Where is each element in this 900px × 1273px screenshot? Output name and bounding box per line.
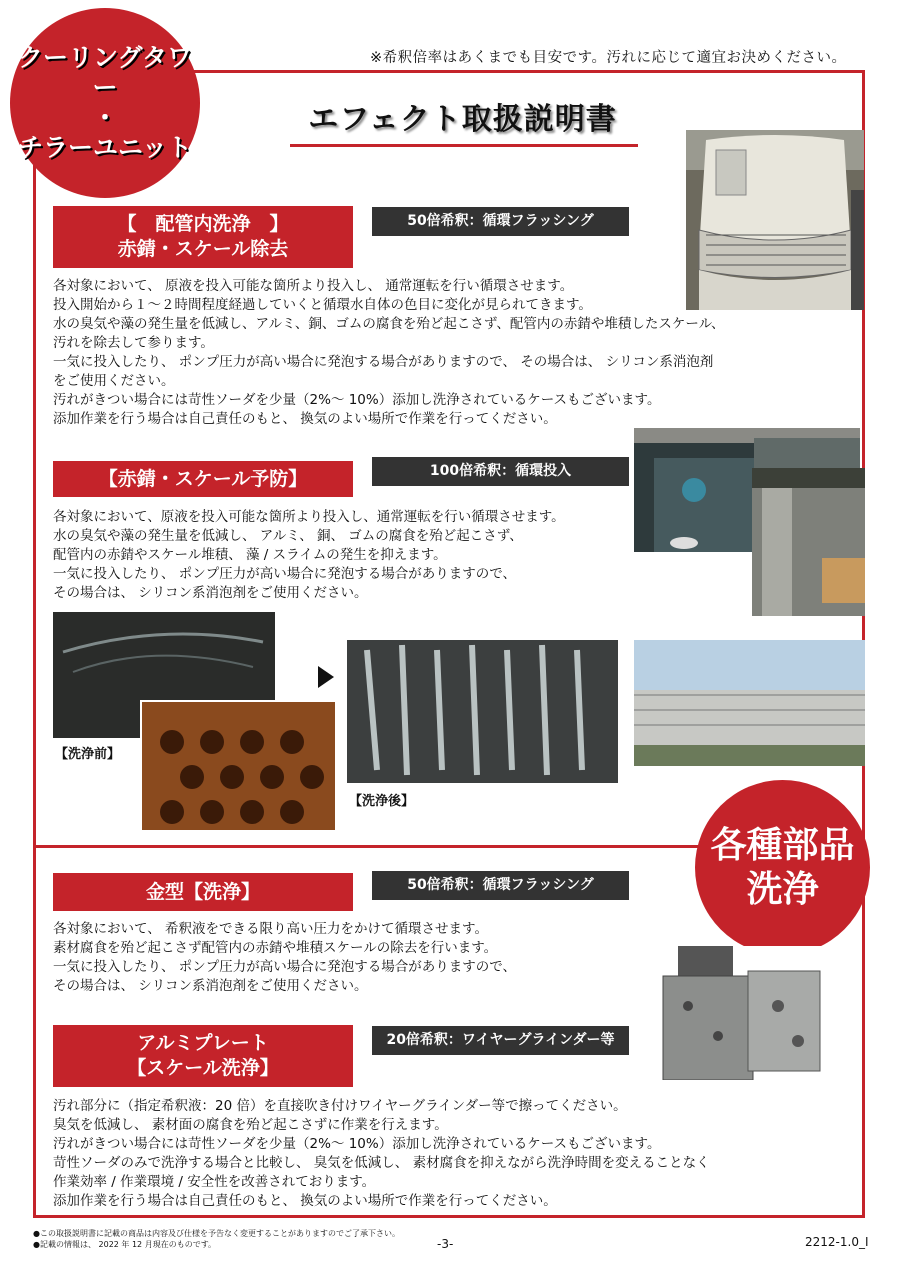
text-line: 汚れ部分に（指定希釈液：20 倍）を直接吹き付けワイヤーグラインダー等で擦ってください。 — [53, 1098, 627, 1114]
title-underline — [290, 144, 638, 147]
text-line: 汚れがきつい場合には苛性ソーダを少量（2%～ 10%）添加し洗浄されているケースもございます。 — [53, 1136, 661, 1152]
pipe-cleaning-subtitle: 赤錆・スケール除去 — [117, 238, 289, 260]
prevention-dilution: 100倍希釈：循環投入 — [372, 457, 629, 486]
pipe-cleaning-heading — [53, 206, 353, 268]
prevention-heading: 【赤錆・スケール予防】 — [53, 461, 353, 497]
parts-cleaning-badge — [695, 780, 870, 955]
text-line: 一気に投入したり、 ポンプ圧力が高い場合に発泡する場合がありますので、 — [53, 959, 517, 975]
mold-photo — [658, 946, 823, 1080]
before-tubes-photo — [140, 700, 337, 832]
aluminum-heading — [53, 1025, 353, 1087]
text-line: 臭気を低減し、 素材面の腐食を殆ど起こさずに作業を行えます。 — [53, 1117, 448, 1133]
text-line: 苛性ソーダのみで洗浄する場合と比較し、 臭気を低減し、 素材腐食を抑えながら洗浄時間を変えることなく — [53, 1155, 710, 1171]
mold-text — [53, 920, 516, 996]
text-line: 添加作業を行う場合は自己責任のもと、 換気のよい場所で作業を行ってください。 — [53, 1193, 557, 1209]
footer-note: ●この取扱説明書に記載の商品は内容及び仕様を予告なく変更することがありますのでご了承下さい。 — [33, 1229, 400, 1238]
pipe-cleaning-dilution: 50倍希釈：循環フラッシング — [372, 207, 629, 236]
parts-badge-line-2: 洗浄 — [746, 868, 819, 910]
page-number: -3- — [437, 1237, 454, 1251]
text-line: 素材腐食を殆ど起こさず配管内の赤錆や堆積スケールの除去を行います。 — [53, 940, 498, 956]
footer-notes — [33, 1228, 400, 1250]
badge-line-1: クーリングタワー — [17, 43, 192, 102]
prevention-text — [53, 508, 565, 603]
text-line: 添加作業を行う場合は自己責任のもと、 換気のよい場所で作業を行ってください。 — [53, 411, 557, 427]
dilution-notice: ※希釈倍率はあくまでも目安です。汚れに応じて適宜お決めください。 — [370, 50, 847, 66]
aluminum-text — [53, 1097, 710, 1211]
pipe-cleaning-title: 【 配管内洗浄 】 — [117, 213, 289, 235]
parts-badge-line-1: 各種部品 — [710, 824, 855, 866]
aluminum-dilution: 20倍希釈：ワイヤーグラインダー等 — [372, 1026, 629, 1055]
text-line: 一気に投入したり、 ポンプ圧力が高い場合に発泡する場合がありますので、 — [53, 566, 517, 582]
before-caption: 【洗浄前】 — [55, 747, 121, 762]
text-line: 一気に投入したり、 ポンプ圧力が高い場合に発泡する場合がありますので、 その場合は、 シリコン系消泡剤 — [53, 354, 714, 370]
storage-box-photo — [752, 468, 865, 616]
text-line: 各対象において、 原液を投入可能な箇所より投入し、 通常運転を行い循環させます。 — [53, 278, 574, 294]
text-line: 水の臭気や藻の発生量を低減し、アルミ、銅、ゴムの腐食を殆ど起こさず、配管内の赤錆や堆積したスケール、 — [53, 316, 725, 332]
text-line: 作業効率 / 作業環境 / 安全性を改善されております。 — [53, 1174, 376, 1190]
text-line: 汚れがきつい場合には苛性ソーダを少量（2%～ 10%）添加し洗浄されているケースもございます。 — [53, 392, 661, 408]
mold-heading: 金型【洗浄】 — [53, 873, 353, 911]
text-line: 汚れを除去して参ります。 — [53, 335, 214, 351]
page-title: エフェクト取扱説明書 — [308, 102, 617, 137]
aluminum-title: アルミプレート — [137, 1032, 269, 1054]
text-line: 配管内の赤錆やスケール堆積、 藻 / スライムの発生を抑えます。 — [53, 547, 447, 563]
text-line: 水の臭気や藻の発生量を低減し、 アルミ、 銅、 ゴムの腐食を殆ど起こさず、 — [53, 528, 523, 544]
cooling-towers-outdoor-photo — [634, 640, 865, 766]
text-line: をご使用ください。 — [53, 373, 175, 389]
document-code: 2212-1.0_I — [805, 1235, 869, 1249]
aluminum-subtitle: 【スケール洗浄】 — [127, 1057, 279, 1079]
after-caption: 【洗浄後】 — [349, 794, 415, 809]
text-line: 各対象において、 希釈液をできる限り高い圧力をかけて循環させます。 — [53, 921, 488, 937]
badge-line-2: ・ — [92, 103, 118, 132]
text-line: 投入開始から１～２時間程度経過していくと循環水自体の色目に変化が見られてきます。 — [53, 297, 592, 313]
text-line: その場合は、 シリコン系消泡剤をご使用ください。 — [53, 585, 368, 601]
pipe-cleaning-text — [53, 277, 725, 429]
text-line: 各対象において、原液を投入可能な箇所より投入し、通常運転を行い循環させます。 — [53, 509, 565, 525]
badge-line-3: チラーユニット — [17, 133, 192, 162]
cooling-tower-badge — [10, 8, 200, 198]
after-cleaning-photo — [347, 640, 618, 783]
footer-note: ●記載の情報は、 2022 年 12 月現在のものです。 — [33, 1240, 217, 1249]
text-line: その場合は、 シリコン系消泡剤をご使用ください。 — [53, 978, 368, 994]
arrow-right-icon — [318, 666, 334, 688]
mold-dilution: 50倍希釈：循環フラッシング — [372, 871, 629, 900]
